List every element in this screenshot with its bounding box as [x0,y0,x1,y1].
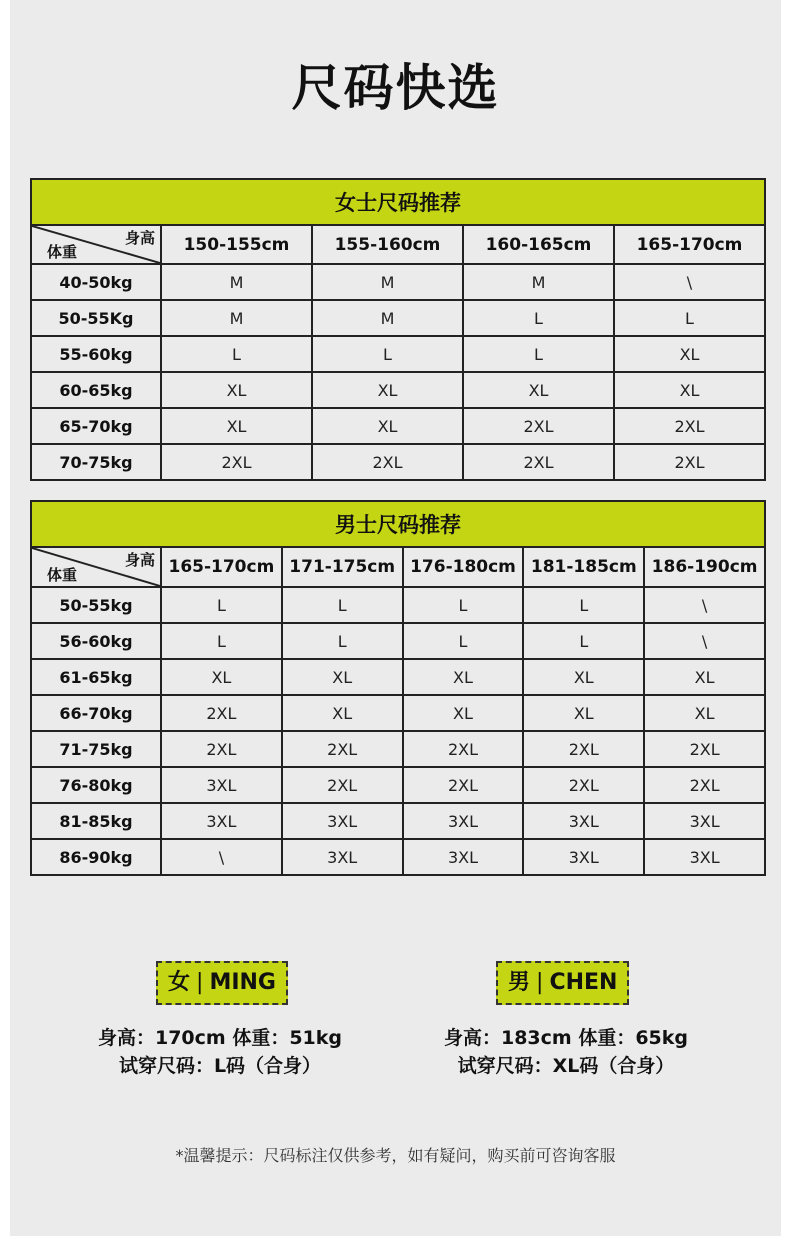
height-column-header: 160-165cm [463,225,614,264]
model-info-ming [80,1024,360,1080]
size-cell: \ [614,264,765,300]
size-cell: XL [614,372,765,408]
size-cell: 3XL [644,839,765,875]
size-cell: M [463,264,614,300]
size-cell: XL [161,408,312,444]
height-column-header: 155-160cm [312,225,463,264]
size-cell: XL [312,372,463,408]
size-cell: M [312,300,463,336]
size-cell: L [161,336,312,372]
weight-row-header: 55-60kg [31,336,161,372]
size-cell: XL [403,659,524,695]
weight-row-header: 40-50kg [31,264,161,300]
size-cell: XL [644,695,765,731]
women-size-table [30,178,766,481]
size-cell: 2XL [614,444,765,480]
model-name: CHEN [549,970,618,995]
size-cell: XL [523,695,644,731]
weight-row-header: 56-60kg [31,623,161,659]
size-cell: 3XL [161,767,282,803]
weight-row-header: 60-65kg [31,372,161,408]
size-cell: 2XL [403,731,524,767]
height-column-header: 150-155cm [161,225,312,264]
table-row [31,408,765,444]
size-cell: L [463,336,614,372]
model-badge-chen [496,961,629,1005]
size-cell: 2XL [523,767,644,803]
corner-header [31,225,161,264]
size-cell: XL [463,372,614,408]
model-measurements: 身高：170cm 体重：51kg [97,1027,342,1049]
size-cell: 2XL [282,731,403,767]
size-cell: L [463,300,614,336]
size-cell: L [282,587,403,623]
table-row [31,659,765,695]
height-column-header: 165-170cm [161,547,282,587]
table-row [31,587,765,623]
size-cell: XL [312,408,463,444]
table-row [31,300,765,336]
men-size-table [30,500,766,876]
size-cell: XL [282,659,403,695]
height-column-header: 186-190cm [644,547,765,587]
size-cell: L [523,587,644,623]
corner-weight-label: 体重 [47,243,78,261]
size-cell: 2XL [403,767,524,803]
height-column-header: 181-185cm [523,547,644,587]
model-name: MING [209,970,276,995]
size-cell: L [614,300,765,336]
size-cell: XL [161,372,312,408]
size-cell: XL [403,695,524,731]
weight-row-header: 76-80kg [31,767,161,803]
size-cell: XL [282,695,403,731]
table-row [31,767,765,803]
page-title: 尺码快选 [291,59,500,117]
model-gender: 女 [168,970,191,995]
size-cell: 3XL [403,803,524,839]
model-gender: 男 [508,970,531,995]
size-cell: 2XL [161,444,312,480]
size-cell: 3XL [161,803,282,839]
size-cell: 2XL [282,767,403,803]
size-cell: M [312,264,463,300]
model-badge-ming [156,961,288,1005]
size-cell: 2XL [161,695,282,731]
size-cell: 3XL [644,803,765,839]
size-cell: L [312,336,463,372]
size-cell: 3XL [523,803,644,839]
size-cell: XL [161,659,282,695]
weight-row-header: 61-65kg [31,659,161,695]
weight-row-header: 50-55kg [31,587,161,623]
height-column-header: 171-175cm [282,547,403,587]
size-cell: 2XL [161,731,282,767]
model-info-chen [416,1024,716,1080]
size-cell: \ [644,587,765,623]
separator: | [536,970,544,995]
model-measurements: 身高：183cm 体重：65kg [443,1027,688,1049]
height-column-header: 165-170cm [614,225,765,264]
weight-row-header: 71-75kg [31,731,161,767]
size-cell: M [161,300,312,336]
weight-row-header: 66-70kg [31,695,161,731]
size-cell: XL [614,336,765,372]
table-row [31,839,765,875]
height-column-header: 176-180cm [403,547,524,587]
model-fit-size: 试穿尺码：XL码（合身） [457,1055,675,1077]
table-row [31,372,765,408]
weight-row-header: 86-90kg [31,839,161,875]
corner-weight-label: 体重 [47,566,78,584]
women-table-heading: 女士尺码推荐 [31,179,765,225]
table-row [31,803,765,839]
table-row [31,623,765,659]
weight-row-header: 65-70kg [31,408,161,444]
weight-row-header: 81-85kg [31,803,161,839]
table-row [31,444,765,480]
size-cell: L [403,623,524,659]
size-cell: L [403,587,524,623]
size-cell: \ [161,839,282,875]
table-row [31,264,765,300]
size-cell: L [282,623,403,659]
size-cell: XL [523,659,644,695]
corner-header [31,547,161,587]
weight-row-header: 70-75kg [31,444,161,480]
size-cell: 2XL [644,767,765,803]
table-row [31,695,765,731]
size-cell: 3XL [282,839,403,875]
size-cell: 2XL [463,444,614,480]
page-background [10,0,781,1236]
size-cell: L [161,587,282,623]
men-table-heading: 男士尺码推荐 [31,501,765,547]
size-tip: *温馨提示：尺码标注仅供参考，如有疑问，购买前可咨询客服 [175,1146,616,1165]
size-cell: XL [644,659,765,695]
size-cell: 2XL [614,408,765,444]
size-cell: 2XL [312,444,463,480]
size-cell: M [161,264,312,300]
table-row [31,731,765,767]
separator: | [196,970,204,995]
weight-row-header: 50-55Kg [31,300,161,336]
model-fit-size: 试穿尺码：L码（合身） [118,1055,322,1077]
corner-height-label: 身高 [124,229,155,247]
corner-height-label: 身高 [124,551,155,569]
size-cell: L [523,623,644,659]
size-cell: 2XL [463,408,614,444]
size-cell: 2XL [523,731,644,767]
size-cell: 3XL [403,839,524,875]
size-cell: 3XL [523,839,644,875]
size-cell: \ [644,623,765,659]
size-cell: 3XL [282,803,403,839]
table-row [31,336,765,372]
size-cell: 2XL [644,731,765,767]
size-cell: L [161,623,282,659]
